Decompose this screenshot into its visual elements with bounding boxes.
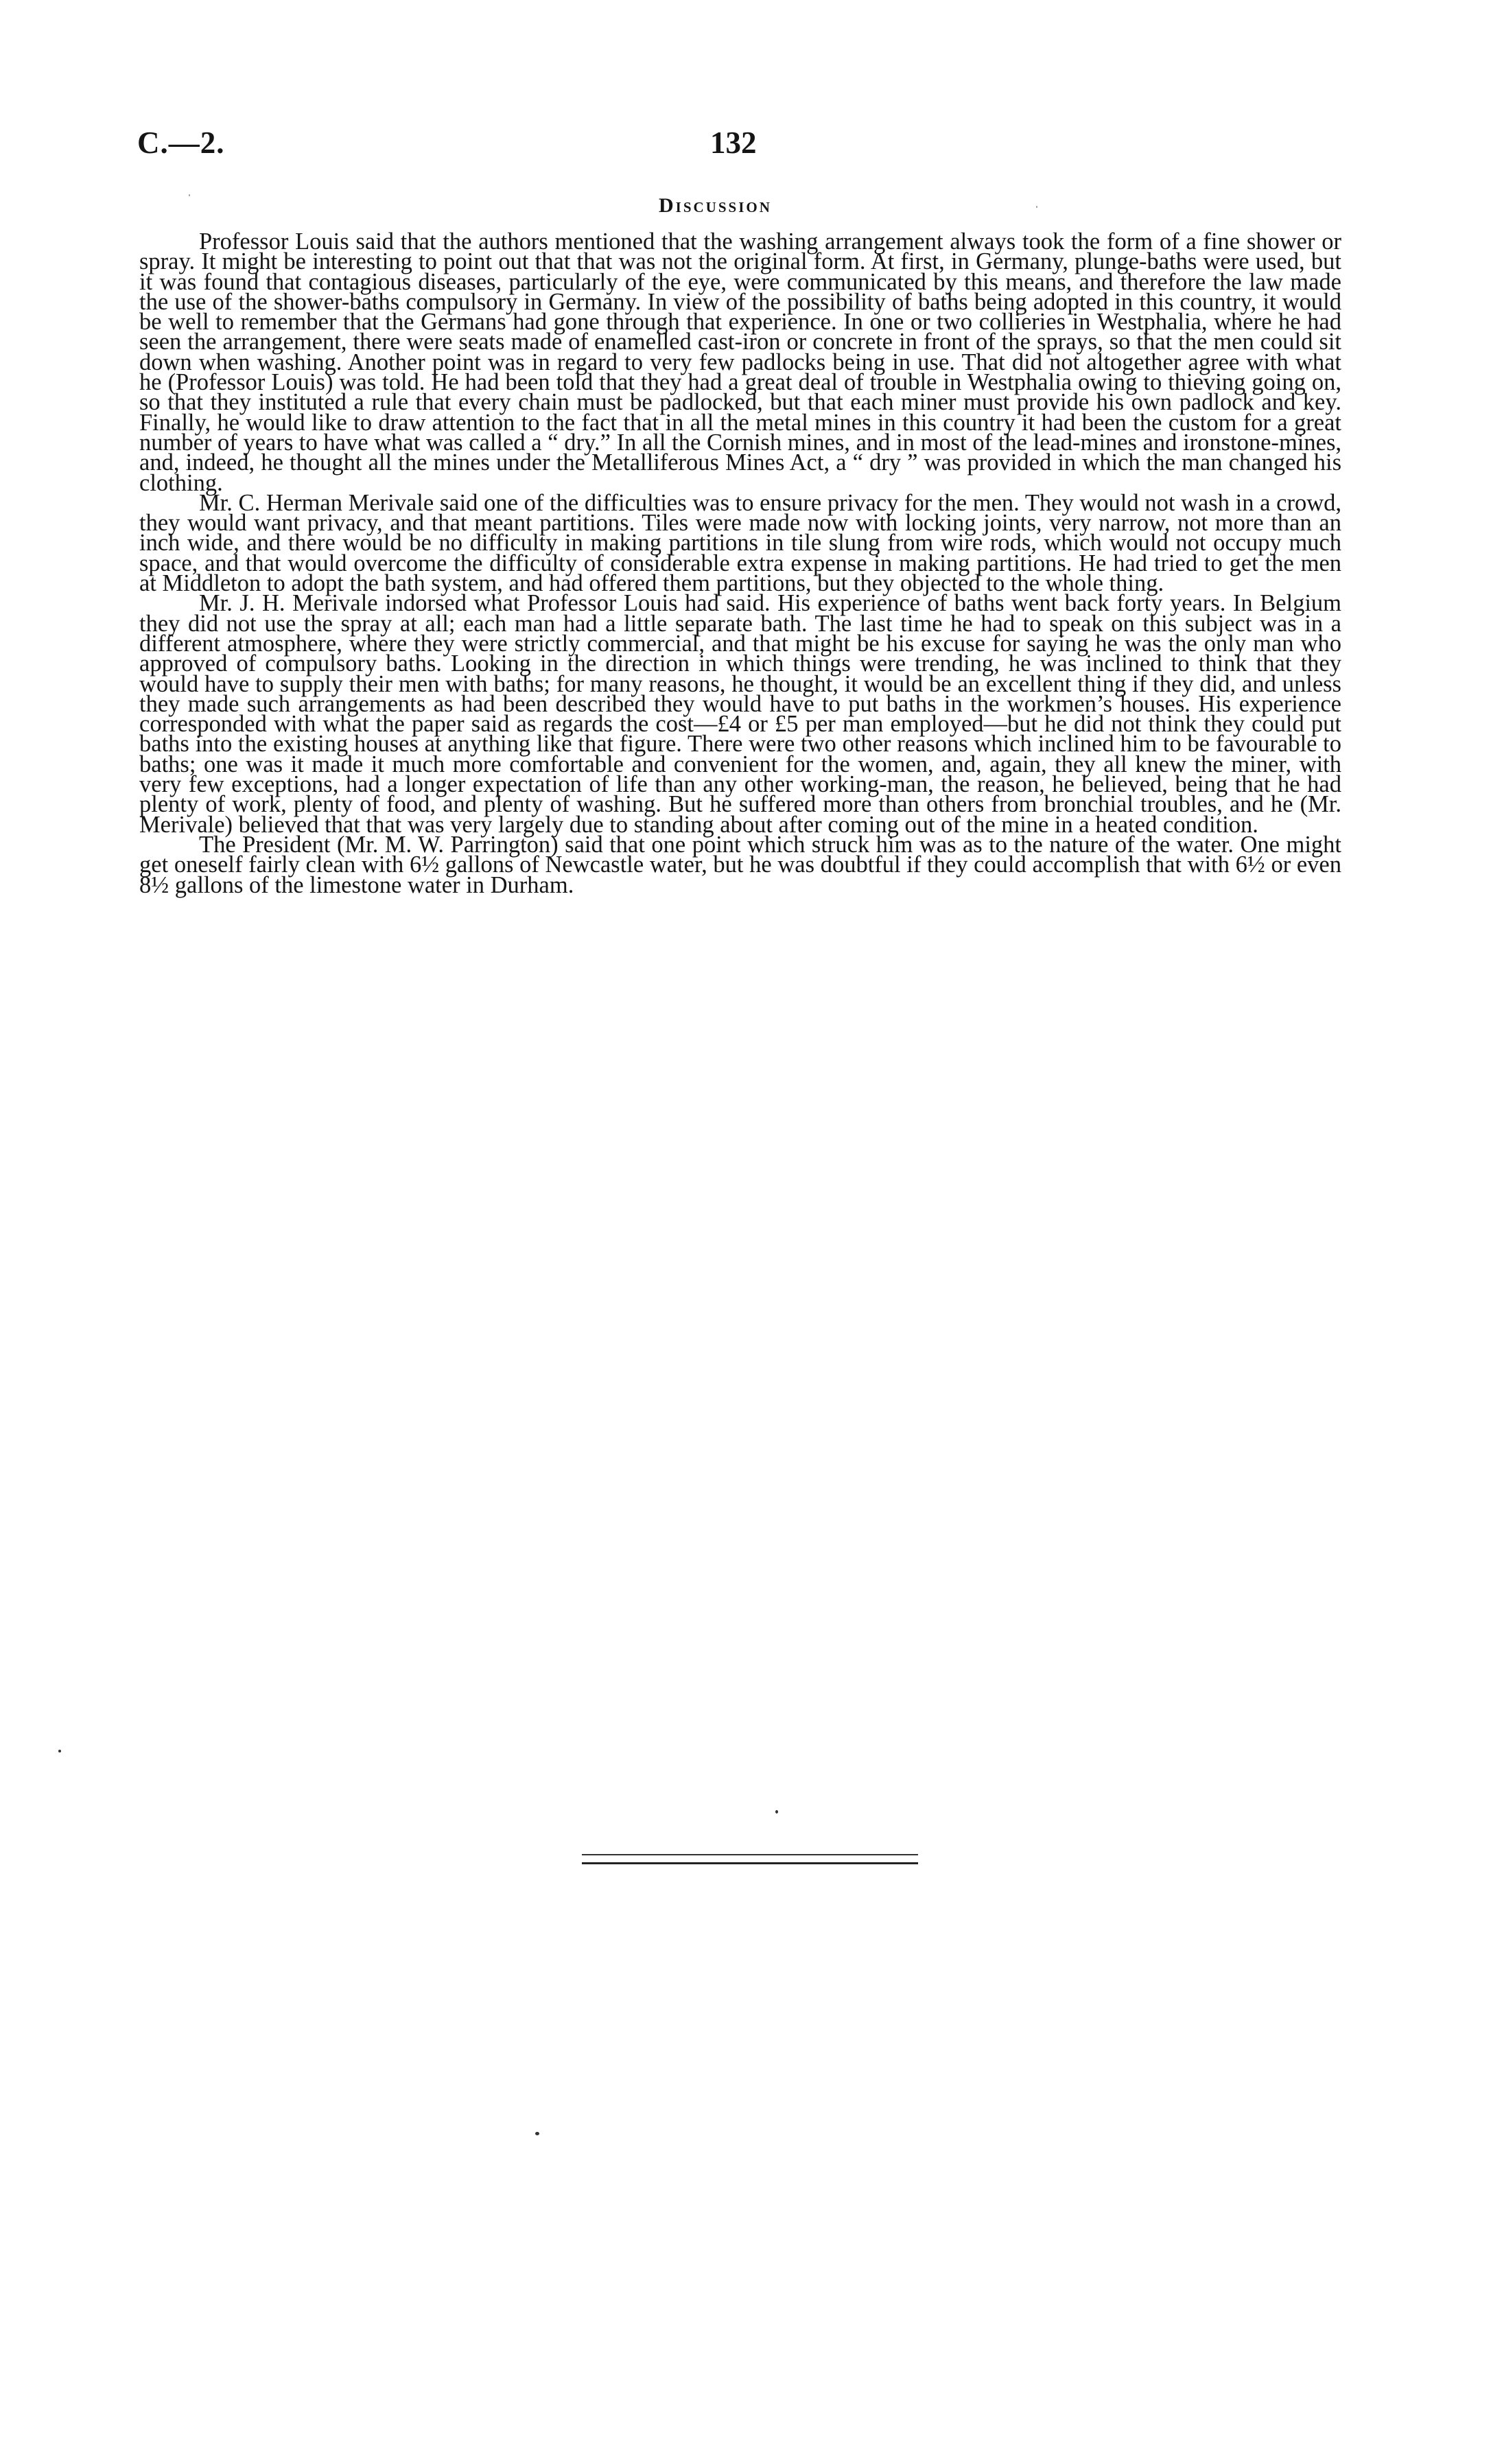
section-heading: Discussion [659,194,772,217]
closing-rule-thin [582,1854,918,1855]
scan-speck [189,194,190,196]
page-number: 132 [710,126,757,160]
document-reference: C.—2. [137,126,225,160]
scan-speck [1036,206,1037,208]
scan-speck [535,2132,539,2135]
closing-rule-thick [582,1862,918,1864]
paragraph-professor-louis: Professor Louis said that the authors mentioned that the washing arrangement always took the form of a fine shower or spray. It might be interesting to point out that that was not the original form. At first, in Germany, plunge-baths were used, but it was found that contagious diseases, particularly of the eye, were communicated by this means, and therefore the law made the use of the shower-baths compulsory in Germany. In view of the possibility of baths being adopted in this country, it would be well to remember that the Germans had gone through that experience. In one or two collieries in Westphalia, where he had seen the arrangement, there were seats made of enamelled cast-iron or concrete in front of the sprays, so that the men could sit down when washing. Another point was in regard to very few padlocks being in use. That did not altogether agree with what he (Professor Louis) was told. He had been told that they had a great deal of trouble in Westphalia owing to thieving going on, so that they instituted a rule that every chain must be padlocked, but that each miner must provide his own padlock and key. Finally, he would like to draw attention to the fact that in all the metal mines in this country it had been the custom for a great number of years to have what was called a “ dry.” In all the Cornish mines, and in most of the lead-mines and ironstone-mines, and, indeed, he thought all the mines under the Metalliferous Mines Act, a “ dry ” was provided in which the man changed his clothing. [139,228,1341,496]
paragraph-president-parrington: The President (Mr. M. W. Parrington) said that one point which struck him was as to the nature of the water. One might get oneself fairly clean with 6½ gallons of Newcastle water, but he was doubtful if they could accomplish that with 6½ or even 8½ gallons of the limestone water in Durham. [139,831,1341,898]
scan-speck [775,1810,778,1814]
paragraph-c-herman-merivale: Mr. C. Herman Merivale said one of the difficulties was to ensure privacy for the men. They would not wash in a crowd, they would want privacy, and that meant partitions. Tiles were made now with locking joints, very narrow, not more than an inch wide, and there would be no difficulty in making partitions in tile slung from wire rods, which would not occupy much space, and that would overcome the difficulty of considerable extra expense in making partitions. He had tried to get the men at Middleton to adopt the bath system, and had offered them partitions, but they objected to the whole thing. [139,489,1341,597]
page-header [127,121,1341,176]
paragraph-j-h-merivale: Mr. J. H. Merivale indorsed what Professor Louis had said. His experience of baths went back forty years. In Belgium they did not use the spray at all; each man had a little separate bath. The last time he had to speak on this subject was in a different atmosphere, where they were strictly commercial, and that might be his excuse for saying he was the only man who approved of compulsory baths. Looking in the direction in which things were trending, he was inclined to think that they would have to supply their men with baths; for many reasons, he thought, it would be an excellent thing if they did, and unless they made such arrangements as had been described they would have to put baths in the workmen’s houses. His experience corresponded with what the paper said as regards the cost—£4 or £5 per man employed—but he did not think they could put baths into the existing houses at anything like that figure. There were two other reasons which inclined him to be favourable to baths; one was it made it much more comfortable and convenient for the women, and, again, they all knew the miner, with very few exceptions, had a longer expectation of life than any other working-man, the reason, he believed, being that he had plenty of work, plenty of food, and plenty of washing. But he suffered more than others from bronchial troubles, and he (Mr. Merivale) believed that that was very largely due to standing about after coming out of the mine in a heated condition. [139,590,1341,838]
scan-speck [58,1750,61,1752]
body-text [139,228,1341,898]
